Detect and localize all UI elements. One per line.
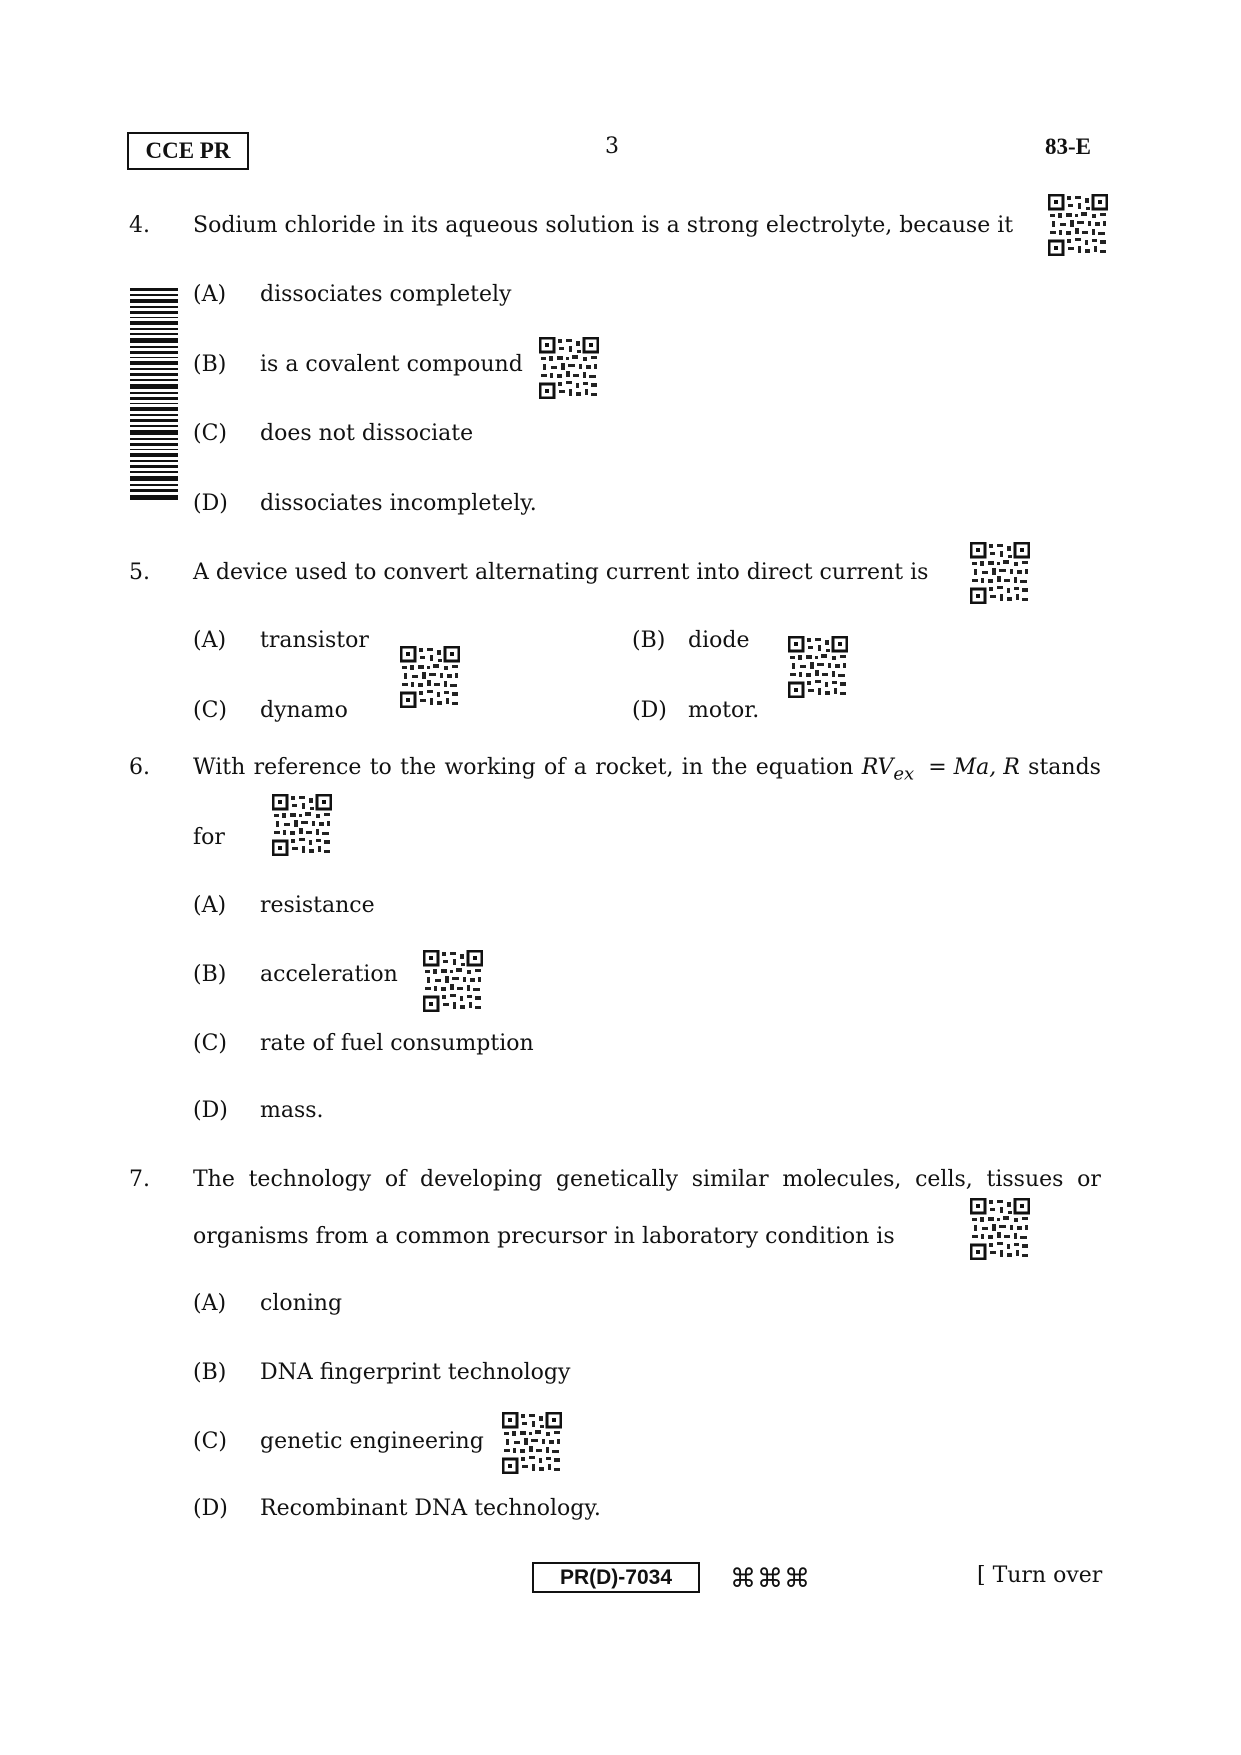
qr-code-icon [539,337,599,399]
option-text: diode [688,628,750,653]
option-text: rate of fuel consumption [260,1031,534,1056]
barcode-icon [130,288,178,500]
question-4-number: 4. [129,213,150,238]
option-text: dissociates incompletely. [260,491,537,516]
equation-subscript: ex [893,763,915,785]
question-6-text-line-1 [193,754,1101,788]
option-label: (D) [193,1098,228,1123]
word: With [193,755,246,780]
option-text: DNA fingerprint technology [260,1360,571,1385]
rocket-equation [862,754,1020,788]
option-text: dissociates completely [260,282,512,307]
option-label: (C) [193,698,227,723]
word: or [1077,1167,1101,1192]
word: of [384,1167,407,1192]
option-label: (D) [193,491,228,516]
option-text: dynamo [260,698,348,723]
option-text: acceleration [260,962,398,987]
option-label: (C) [193,1031,227,1056]
equation-lhs: RV [861,755,894,780]
question-4-text: Sodium chloride in its aqueous solution is a strong electrolyte, because it [193,213,1014,238]
option-label: (B) [193,352,227,377]
question-7-text-line-2: organisms from a common precursor in laboratory condition is [193,1224,895,1249]
option-label: (A) [193,282,227,307]
option-label: (A) [193,893,227,918]
option-label: (A) [193,628,227,653]
qr-code-icon [970,1198,1030,1260]
option-text: Recombinant DNA technology. [260,1496,601,1521]
question-6-number: 6. [129,755,150,780]
word: of [544,755,566,780]
option-text: genetic engineering [260,1429,484,1454]
word: The [193,1167,235,1192]
option-label: (A) [193,1291,227,1316]
word: in [681,755,704,780]
word: to [369,755,392,780]
qr-code-icon [502,1412,562,1474]
word: equation [755,755,854,780]
paper-code: 83-E [1045,134,1091,159]
question-5-text: A device used to convert alternating current into direct current is [193,560,929,585]
word: similar [691,1167,769,1192]
equation-rhs: = Ma, R [928,755,1020,780]
question-6-text-line-2: for [193,825,225,850]
word: working [444,755,536,780]
option-text: mass. [260,1098,324,1123]
qr-code-icon [272,794,332,856]
word: genetically [555,1167,679,1192]
qr-code-icon [788,636,848,698]
option-text: is a covalent compound [260,352,523,377]
option-label: (B) [193,1360,227,1385]
option-label: (B) [193,962,227,987]
word: reference [253,755,362,780]
word: the [711,755,748,780]
option-label: (D) [632,698,667,723]
word: the [400,755,437,780]
option-text: motor. [688,698,760,723]
word: molecules, [782,1167,902,1192]
qr-code-icon [400,646,460,708]
option-text: cloning [260,1291,343,1316]
option-label: (B) [632,628,666,653]
option-label: (C) [193,421,227,446]
question-7-text-line-1 [193,1166,1101,1194]
question-7-number: 7. [129,1167,150,1192]
word: stands [1028,755,1101,780]
footer-code-box: PR(D)-7034 [532,1562,700,1593]
option-label: (D) [193,1496,228,1521]
qr-code-icon [423,950,483,1012]
footer-ornament-icon: ⌘⌘⌘ [730,1564,811,1594]
option-label: (C) [193,1429,227,1454]
option-text: does not dissociate [260,421,474,446]
option-text: transistor [260,628,369,653]
word: a [573,755,587,780]
header-code-box: CCE PR [127,132,249,170]
word: tissues [986,1167,1064,1192]
qr-code-icon [970,542,1030,604]
word: cells, [915,1167,973,1192]
word: technology [248,1167,372,1192]
question-5-number: 5. [129,560,150,585]
page-number: 3 [605,134,619,159]
word: developing [419,1167,543,1192]
option-text: resistance [260,893,375,918]
word: rocket, [595,755,674,780]
turn-over-note: [ Turn over [977,1563,1103,1588]
qr-code-icon [1048,194,1108,256]
